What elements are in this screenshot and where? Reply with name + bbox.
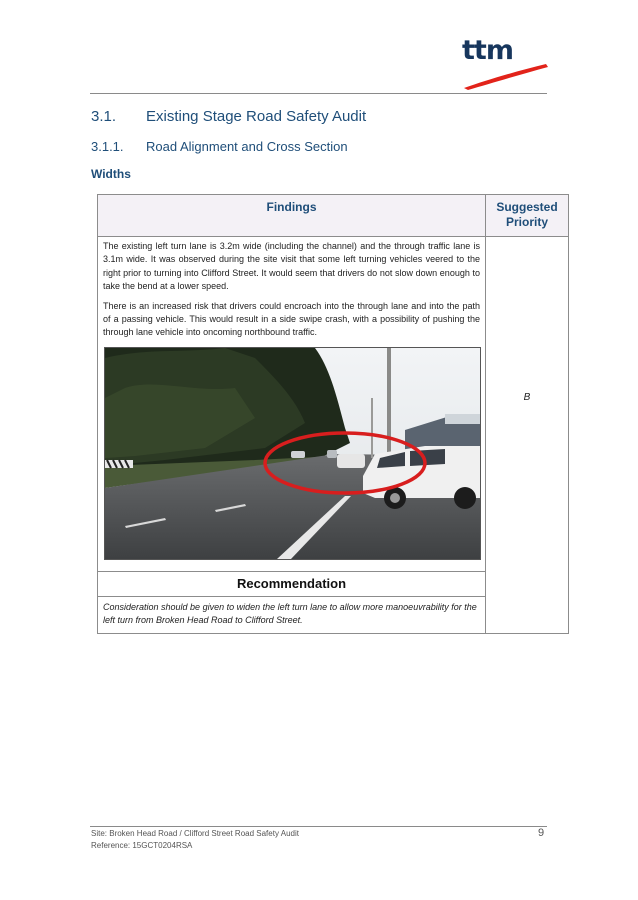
section-heading: [91, 108, 366, 125]
footer-site: Site: Broken Head Road / Clifford Street Road Safety Audit: [91, 829, 299, 838]
subsection-title: Road Alignment and Cross Section: [146, 139, 348, 154]
recommendation-header: Recommendation: [98, 572, 486, 597]
footer-reference: Reference: 15GCT0204RSA: [91, 841, 193, 850]
recommendation-text: Consideration should be given to widen the left turn lane to allow more manoeuvrability for the left turn from Broken Head Road to Clifford Street.: [98, 597, 486, 633]
findings-cell: [98, 237, 486, 572]
priority-header: Suggested Priority: [486, 195, 568, 237]
site-photo-image: [105, 348, 480, 559]
footer-divider: [90, 826, 547, 827]
finding-paragraph-1: The existing left turn lane is 3.2m wide (including the channel) and the through traffic lane is 3.1m wide. It was observed during the site visit that some left turning vehicles veered to the right prior to turning into Clifford Street. It would seem that drivers do not slow down enough to take the bend at a lower speed.: [103, 241, 480, 292]
logo-text: ttm: [462, 35, 513, 66]
audit-table: [97, 194, 569, 634]
findings-header: Findings: [98, 195, 486, 237]
widths-heading: Widths: [91, 167, 131, 181]
finding-paragraph-2: There is an increased risk that drivers could encroach into the through lane and into the path of a passing vehicle. This would result in a side swipe crash, with a possibility of pushing the through lane vehicle into oncoming northbound traffic.: [103, 300, 480, 338]
page-number: 9: [538, 827, 545, 839]
header-divider: [90, 93, 547, 94]
section-title: Existing Stage Road Safety Audit: [146, 108, 367, 125]
subsection-heading: [91, 139, 348, 154]
priority-cell: B: [523, 392, 531, 403]
ttm-logo: [462, 36, 550, 92]
site-photo: [104, 347, 481, 560]
section-number: 3.1.: [91, 108, 117, 125]
subsection-number: 3.1.1.: [91, 139, 124, 154]
